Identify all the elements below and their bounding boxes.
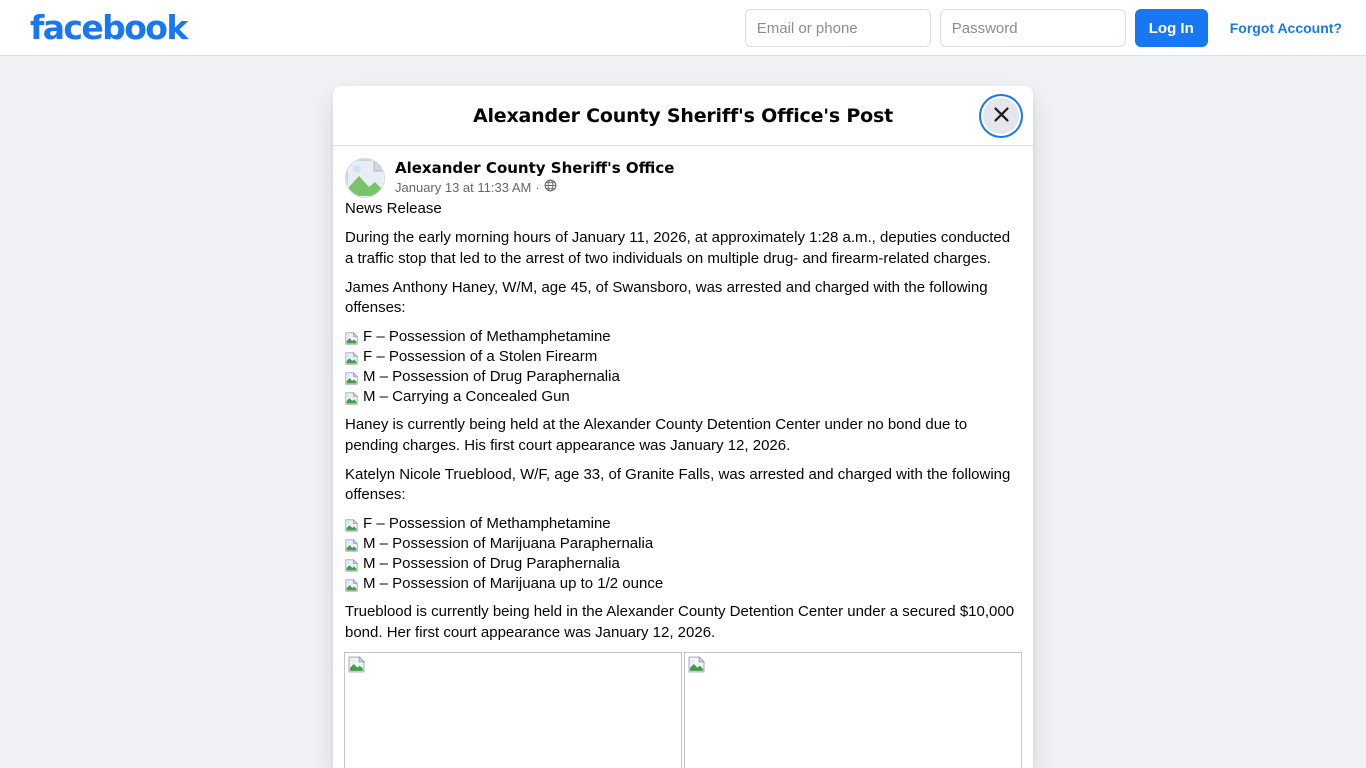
password-input[interactable]	[940, 9, 1126, 47]
charge-text: M – Possession of Marijuana Paraphernalia	[363, 535, 654, 553]
post-photo-2[interactable]	[684, 652, 1022, 768]
post-content	[333, 146, 1033, 768]
paragraph-haney-intro: James Anthony Haney, W/M, age 45, of Swansboro, was arrested and charged with the following offenses:	[345, 278, 988, 316]
post-photo-1[interactable]	[344, 652, 682, 768]
post-header	[345, 146, 1022, 198]
list-item	[345, 574, 1022, 594]
list-item	[345, 554, 1022, 574]
list-item	[345, 367, 1022, 387]
charge-text: M – Possession of Drug Paraphernalia	[363, 555, 620, 573]
broken-image-icon	[345, 558, 358, 571]
broken-image-icon	[345, 351, 358, 364]
paragraph-news-release: News Release	[345, 200, 442, 217]
broken-image-icon	[345, 578, 358, 591]
post-author[interactable]: Alexander County Sheriff's Office	[395, 159, 675, 177]
broken-image-icon	[345, 518, 358, 531]
meta-separator: ·	[535, 180, 540, 195]
paragraph-intro: During the early morning hours of January 11, 2026, at approximately 1:28 a.m., deputies conducted a traffic stop that led to the arrest of two individuals on multiple drug- and firearm-related charges.	[345, 229, 1011, 267]
list-item	[345, 327, 1022, 347]
broken-image-icon	[345, 391, 358, 404]
charges-list-haney	[345, 327, 1022, 407]
facebook-logo[interactable]: facebook	[30, 8, 187, 47]
log-in-button[interactable]: Log In	[1135, 9, 1208, 47]
charge-text: M – Possession of Marijuana up to 1/2 ounce	[363, 575, 664, 593]
charges-list-trueblood	[345, 514, 1022, 594]
broken-image-icon	[345, 331, 358, 344]
paragraph-trueblood-status: Trueblood is currently being held in the Alexander County Detention Center under a secured $10,000 bond. Her first court appearance was January 12, 2026.	[345, 603, 1015, 641]
email-or-phone-input[interactable]	[745, 9, 931, 47]
paragraph-trueblood-intro: Katelyn Nicole Trueblood, W/F, age 33, of Granite Falls, was arrested and charged with the following offenses:	[345, 465, 1011, 503]
broken-image-icon	[345, 371, 358, 384]
post-dialog	[333, 86, 1033, 768]
charge-text: M – Possession of Drug Paraphernalia	[363, 368, 620, 386]
charge-text: F – Possession of Methamphetamine	[363, 328, 611, 346]
dialog-title: Alexander County Sheriff's Office's Post	[472, 105, 894, 127]
facebook-top-bar	[0, 0, 1366, 56]
post-meta	[395, 158, 674, 197]
charge-text: F – Possession of a Stolen Firearm	[363, 348, 598, 366]
dialog-header	[333, 86, 1033, 146]
broken-image-icon	[345, 158, 385, 198]
globe-icon[interactable]	[544, 179, 557, 197]
charge-text: F – Possession of Methamphetamine	[363, 515, 611, 533]
broken-image-icon	[345, 538, 358, 551]
charge-text: M – Carrying a Concealed Gun	[363, 388, 570, 406]
broken-image-icon	[348, 656, 365, 678]
list-item	[345, 347, 1022, 367]
post-body	[344, 199, 1022, 643]
post-timestamp-row	[395, 179, 674, 197]
list-item	[345, 534, 1022, 554]
broken-image-icon	[688, 656, 705, 678]
close-button[interactable]	[983, 98, 1019, 134]
forgot-account-link[interactable]: Forgot Account?	[1229, 20, 1342, 36]
post-timestamp[interactable]: January 13 at 11:33 AM	[395, 180, 532, 195]
login-form	[745, 9, 1342, 47]
avatar[interactable]	[345, 158, 385, 198]
list-item	[345, 387, 1022, 407]
list-item	[345, 514, 1022, 534]
post-photos	[344, 652, 1022, 768]
close-icon	[993, 106, 1010, 126]
paragraph-haney-status: Haney is currently being held at the Alexander County Detention Center under no bond due to pending charges. His first court appearance was January 12, 2026.	[345, 416, 968, 454]
